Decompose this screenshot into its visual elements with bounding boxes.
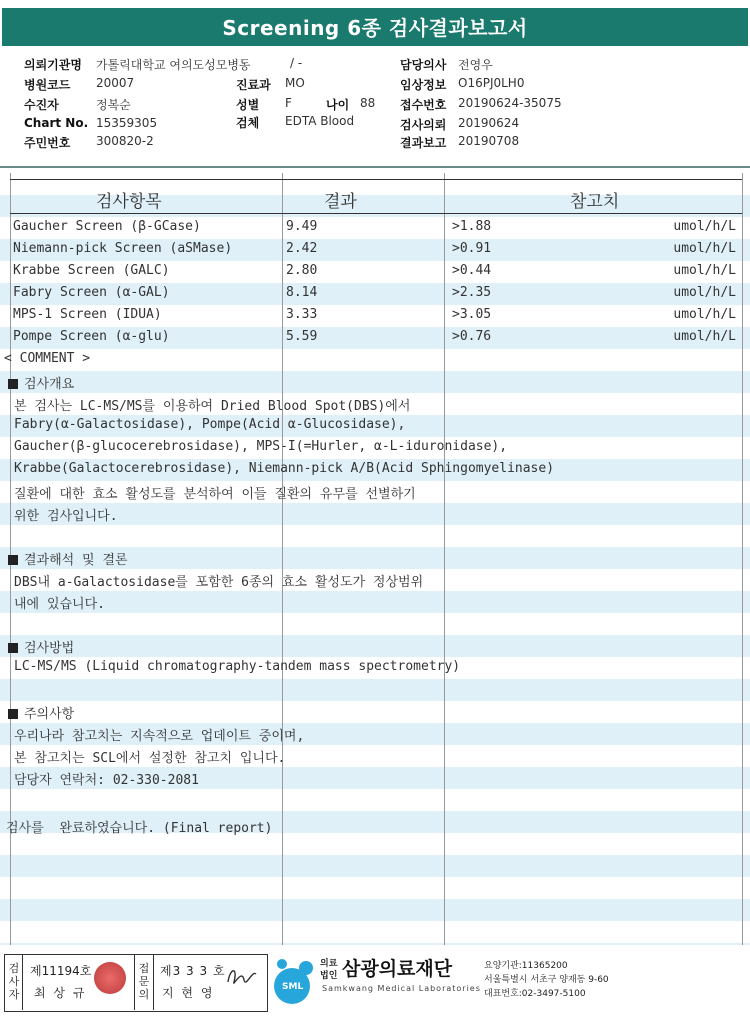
notes-heading (8, 703, 74, 722)
method-title: 검사방법 (24, 641, 75, 656)
report-date-value: 20190708 (458, 134, 520, 148)
chart-label: Chart No. (24, 116, 89, 130)
test-name: Pompe Screen (α-glu) (13, 329, 170, 344)
reference-range: >3.05 (452, 307, 492, 322)
department-label: 진료과 (236, 78, 271, 92)
receipt-value: 20190624-35075 (458, 96, 562, 110)
table-row (0, 283, 750, 305)
patient-value: 정복순 (96, 98, 131, 112)
test-name: MPS-1 Screen (IDUA) (13, 307, 162, 322)
overview-heading (8, 373, 74, 392)
specimen-value: EDTA Blood (285, 114, 355, 128)
institution-value: 가톨릭대학교 여의도성모병동 (96, 58, 251, 72)
unit: umol/h/L (673, 219, 736, 234)
hospital-code-label: 병원코드 (24, 78, 71, 92)
phone: 대표번호:02-3497-5100 (484, 989, 586, 999)
sex-value: F (285, 96, 292, 110)
confirmer-name: 지 현 영 (162, 986, 215, 1000)
footer (0, 950, 750, 1018)
text-line: 우리나라 참고치는 지속적으로 업데이트 중이며, (14, 729, 305, 744)
test-name: Niemann-pick Screen (aSMase) (13, 241, 233, 256)
unit: umol/h/L (673, 241, 736, 256)
reference-range: >0.44 (452, 263, 492, 278)
text-line: Gaucher(β-glucocerebrosidase), MPS-I(=Hurler, α-L-iduronidase), (14, 439, 508, 454)
table-row (0, 239, 750, 261)
corp-label-1: 의료 (320, 959, 338, 969)
notes-title: 주의사항 (24, 707, 75, 722)
age-label: 나이 (326, 98, 350, 112)
unit: umol/h/L (673, 307, 736, 322)
interpretation-title: 결과해석 및 결론 (24, 553, 128, 568)
text-line: 내에 있습니다. (14, 597, 106, 612)
test-result: 3.33 (286, 307, 318, 322)
table-row (0, 305, 750, 327)
test-name: Fabry Screen (α-GAL) (13, 285, 170, 300)
hospital-code-value: 20007 (96, 76, 135, 90)
text-line: Fabry(α-Galactosidase), Pompe(Acid α-Glucosidase), (14, 417, 406, 432)
inspector-name: 최 상 규 (34, 986, 87, 1000)
logo-text: SML (282, 982, 304, 992)
bullet-square-icon (8, 709, 18, 719)
id-value: 300820-2 (96, 134, 154, 148)
test-name: Krabbe Screen (GALC) (13, 263, 170, 278)
col-header-result: 결과 (324, 192, 357, 212)
text-line: 질환에 대한 효소 활성도를 분석하여 이들 질환의 유무를 선별하기 (14, 487, 416, 502)
test-result: 2.42 (286, 241, 318, 256)
signature-icon (222, 960, 260, 994)
seal-stamp-icon (94, 962, 126, 994)
specimen-label: 검체 (236, 116, 260, 130)
table-row (0, 261, 750, 283)
corp-english-name: Samkwang Medical Laboratories (322, 984, 481, 993)
ward-value: / - (290, 56, 303, 70)
confirmer-label: 접문의 (138, 962, 150, 1001)
overview-title: 검사개요 (24, 377, 75, 392)
clinical-label: 임상정보 (400, 78, 447, 92)
bullet-square-icon (8, 643, 18, 653)
clinical-value: O16PJ0LH0 (458, 76, 525, 90)
chart-value: 15359305 (96, 116, 158, 130)
bullet-square-icon (8, 379, 18, 389)
report-date-label: 결과보고 (400, 136, 447, 150)
patient-label: 수진자 (24, 98, 59, 112)
reference-range: >0.91 (452, 241, 492, 256)
inspector-label: 검사자 (8, 962, 20, 1001)
doctor-value: 전영우 (458, 58, 493, 72)
address: 서울특별시 서초구 양재동 9-60 (484, 975, 609, 985)
final-report-line: 검사를 완료하였습니다. (Final report) (6, 821, 273, 836)
bullet-square-icon (8, 555, 18, 565)
test-result: 5.59 (286, 329, 318, 344)
table-row (0, 327, 750, 349)
text-line: DBS내 a-Galactosidase를 포함한 6종의 효소 활성도가 정상범위 (14, 575, 424, 590)
text-line: 위한 검사입니다. (14, 509, 118, 524)
reference-range: >1.88 (452, 219, 492, 234)
text-line: 본 검사는 LC-MS/MS를 이용하여 Dried Blood Spot(DBS)에서 (14, 399, 411, 414)
report-title: Screening 6종 검사결과보고서 (2, 8, 748, 46)
table-header-rule-top (10, 179, 742, 180)
request-label: 검사의뢰 (400, 118, 447, 132)
patient-header (0, 48, 750, 168)
receipt-label: 접수번호 (400, 98, 447, 112)
test-result: 2.80 (286, 263, 318, 278)
corp-name: 삼광의료재단 (342, 958, 453, 980)
id-label: 주민번호 (24, 136, 71, 150)
confirmer-number: 제3 3 3 호 (160, 964, 226, 978)
interpretation-heading (8, 549, 128, 568)
unit: umol/h/L (673, 263, 736, 278)
department-value: MO (285, 76, 305, 90)
comment-label: < COMMENT > (4, 351, 91, 366)
request-value: 20190624 (458, 116, 520, 130)
doctor-label: 담당의사 (400, 58, 447, 72)
care-code: 요양기관:11365200 (484, 961, 568, 971)
text-line: 담당자 연락처: 02-330-2081 (14, 773, 199, 788)
test-result: 9.49 (286, 219, 318, 234)
reference-range: >2.35 (452, 285, 492, 300)
institution-label: 의뢰기관명 (24, 58, 82, 72)
text-line: LC-MS/MS (Liquid chromatography-tandem mass spectrometry) (14, 659, 461, 674)
table-row (0, 217, 750, 239)
unit: umol/h/L (673, 329, 736, 344)
result-sheet (0, 173, 750, 945)
reference-range: >0.76 (452, 329, 492, 344)
table-header-rule-bottom (10, 213, 742, 214)
text-line: 본 참고치는 SCL에서 설정한 참고치 입니다. (14, 751, 286, 766)
method-heading (8, 637, 74, 656)
sex-label: 성별 (236, 98, 260, 112)
col-header-ref: 참고치 (570, 192, 620, 212)
test-name: Gaucher Screen (β-GCase) (13, 219, 201, 234)
text-line: Krabbe(Galactocerebrosidase), Niemann-pick A/B(Acid Sphingomyelinase) (14, 461, 555, 476)
col-header-item: 검사항목 (96, 192, 162, 212)
corp-label-2: 법인 (320, 971, 338, 981)
test-result: 8.14 (286, 285, 318, 300)
inspector-number: 제11194호 (30, 964, 92, 978)
unit: umol/h/L (673, 285, 736, 300)
age-value: 88 (360, 96, 376, 110)
